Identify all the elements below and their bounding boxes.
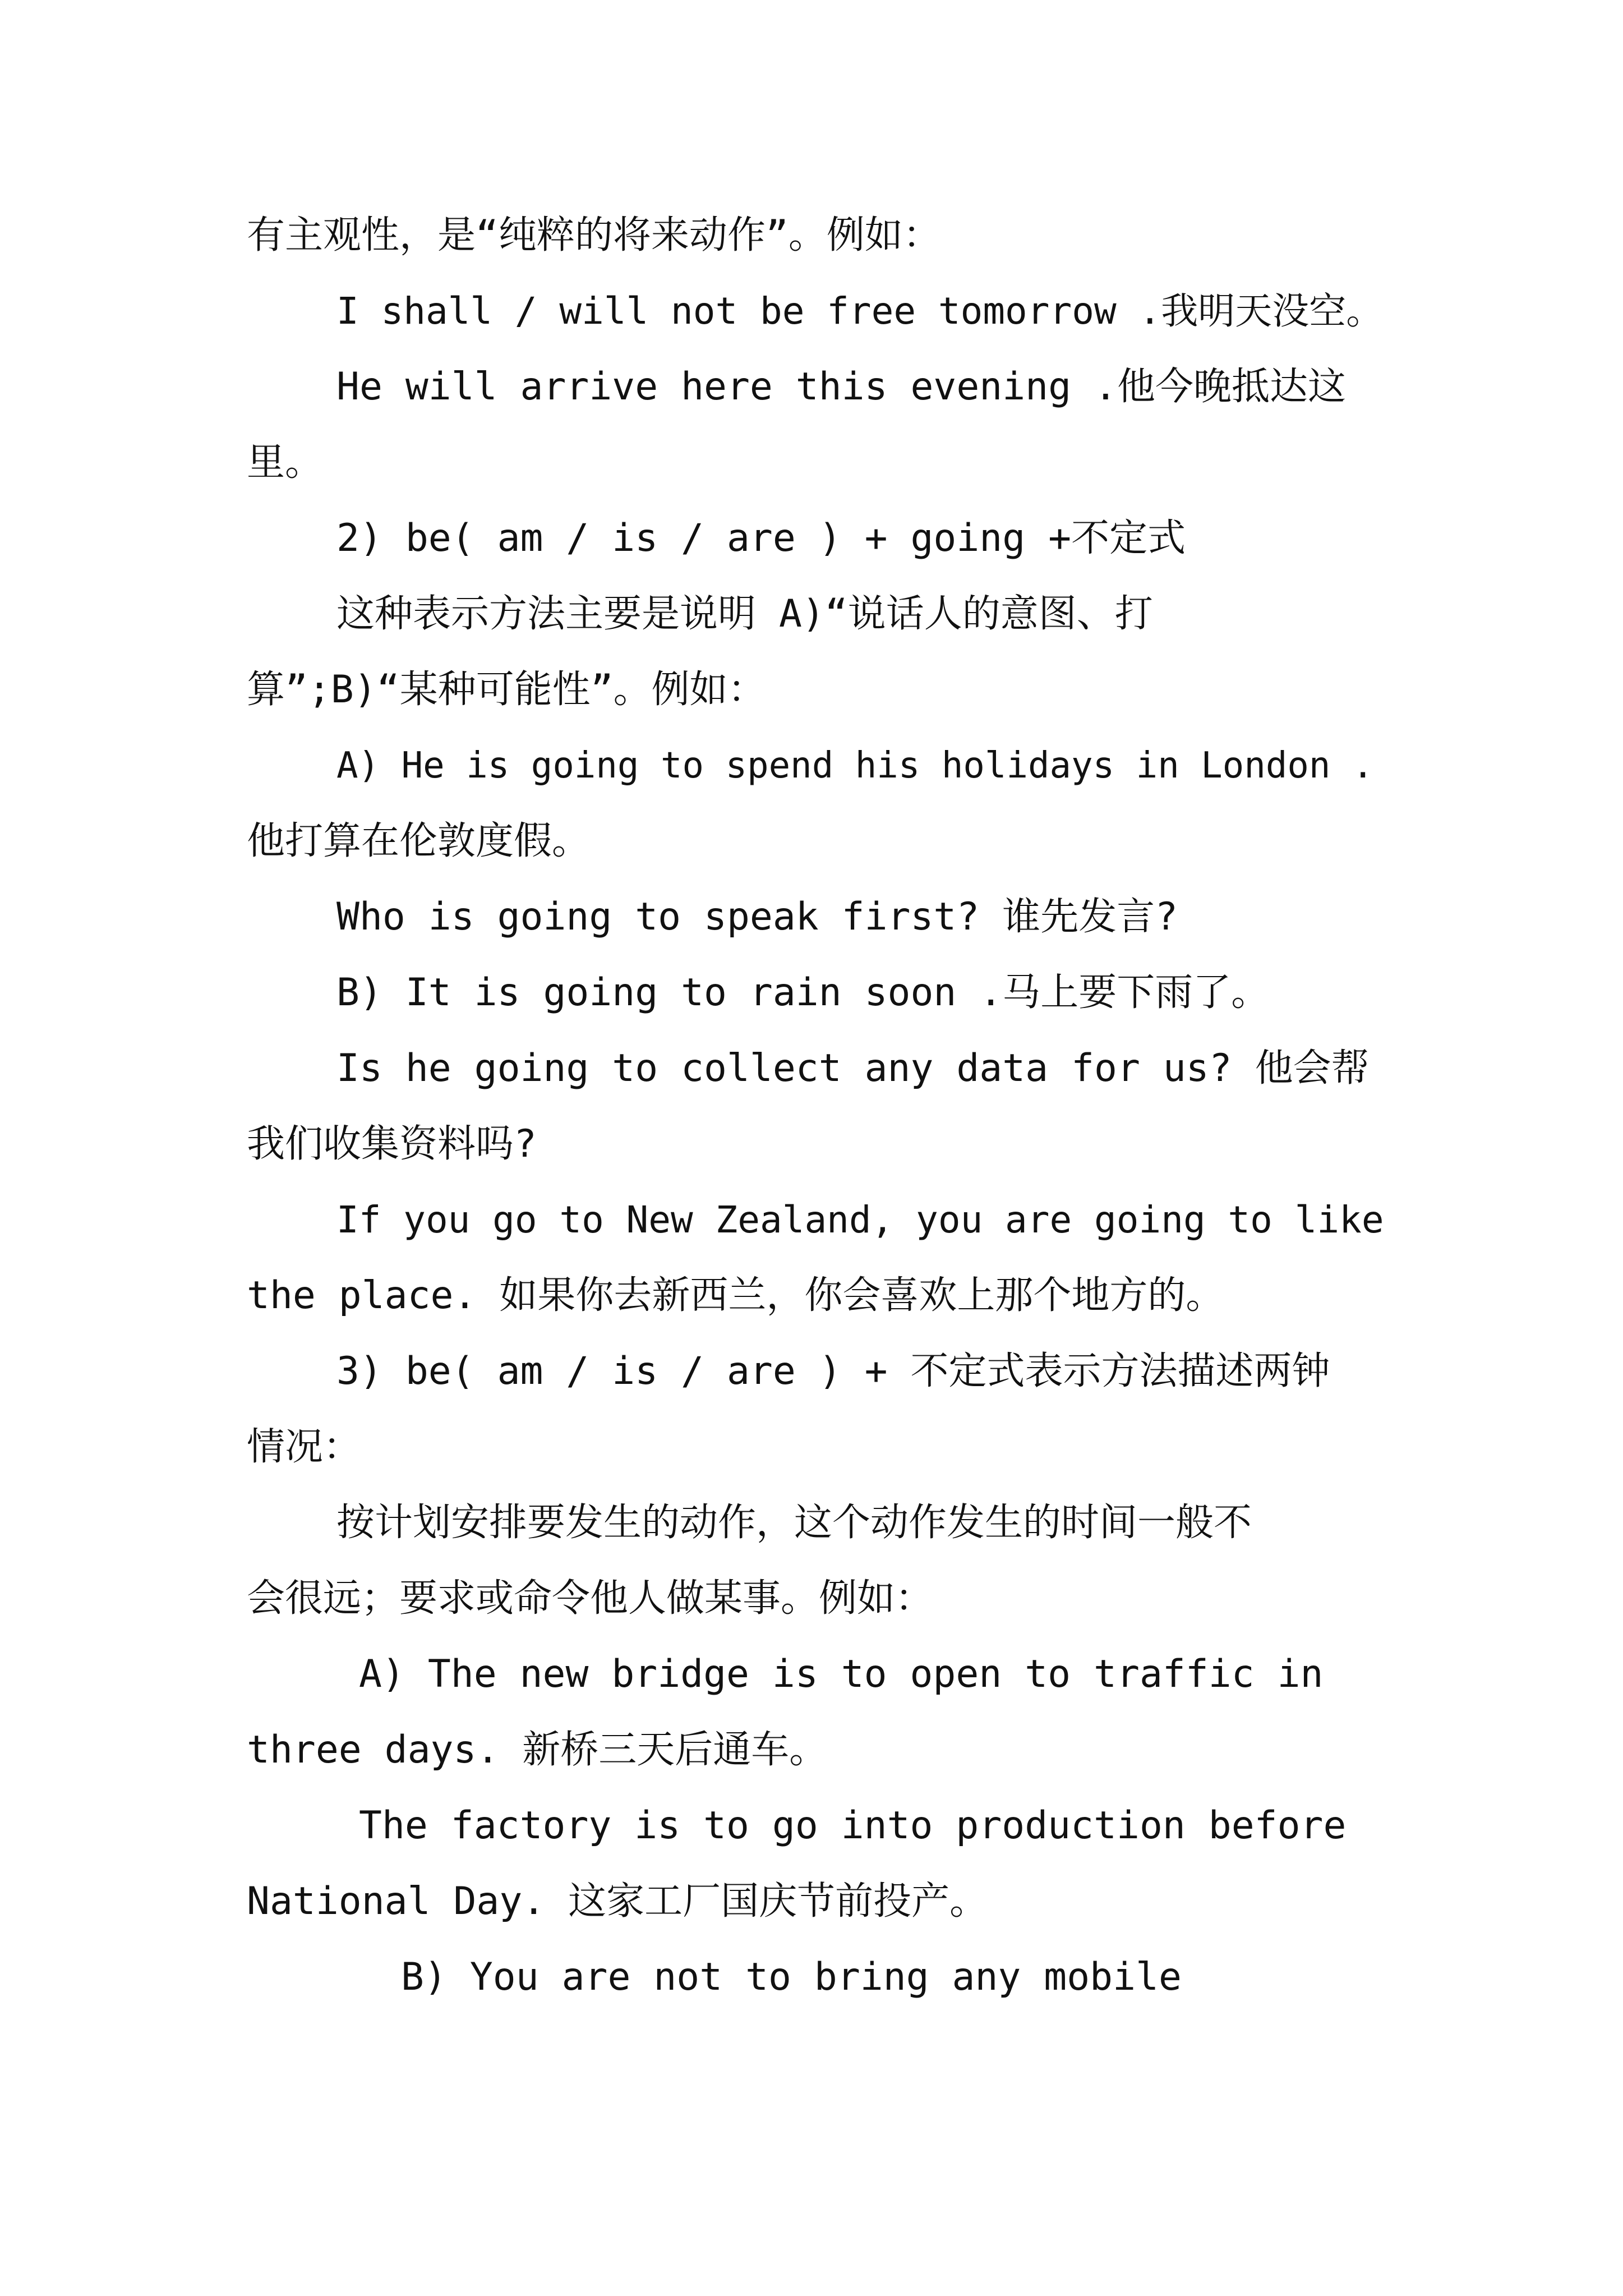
text-line-11: B) It is going to rain soon .马上要下雨了。 bbox=[336, 970, 1270, 1015]
text-line-16: 3) be( am / is / are ) + 不定式表示方法描述两钟 bbox=[336, 1349, 1330, 1393]
text-line-7: 算”;B)“某种可能性”。例如： bbox=[247, 668, 766, 712]
text-line-21: three days. 新桥三天后通车。 bbox=[247, 1728, 828, 1772]
text-line-17: 情况： bbox=[247, 1425, 362, 1469]
text-line-20: A) The new bridge is to open to traffic in bbox=[359, 1652, 1324, 1696]
text-line-3: He will arrive here this evening .他今晚抵达这 bbox=[336, 365, 1346, 409]
text-line-14: If you go to New Zealand, you are going to like bbox=[336, 1198, 1384, 1241]
text-line-19: 会很远；要求或命令他人做某事。例如： bbox=[247, 1576, 934, 1621]
text-line-9: 他打算在伦敦度假。 bbox=[247, 819, 591, 863]
text-line-8: A) He is going to spend his holidays in London . bbox=[336, 745, 1374, 786]
text-line-6: 这种表示方法主要是说明 A)“说话人的意图、打 bbox=[336, 592, 1153, 636]
text-line-1: 有主观性，是“纯粹的将来动作”。例如： bbox=[247, 213, 941, 257]
text-line-12: Is he going to collect any data for us? 他会帮 bbox=[336, 1046, 1370, 1091]
text-line-18: 按计划安排要发生的动作，这个动作发生的时间一般不 bbox=[336, 1501, 1252, 1545]
text-line-2: I shall / will not be free tomorrow .我明天没空。 bbox=[336, 289, 1384, 333]
text-line-5: 2) be( am / is / are ) + going +不定式 bbox=[336, 516, 1186, 560]
text-line-15: the place. 如果你去新西兰，你会喜欢上那个地方的。 bbox=[247, 1273, 1224, 1318]
text-line-4: 里。 bbox=[247, 440, 324, 485]
text-line-24: B) You are not to bring any mobile bbox=[401, 1955, 1182, 1999]
text-line-22: The factory is to go into production before bbox=[359, 1803, 1347, 1848]
text-line-10: Who is going to speak first? 谁先发言? bbox=[336, 895, 1178, 939]
text-line-13: 我们收集资料吗? bbox=[247, 1122, 537, 1166]
text-line-23: National Day. 这家工厂国庆节前投产。 bbox=[247, 1879, 988, 1924]
